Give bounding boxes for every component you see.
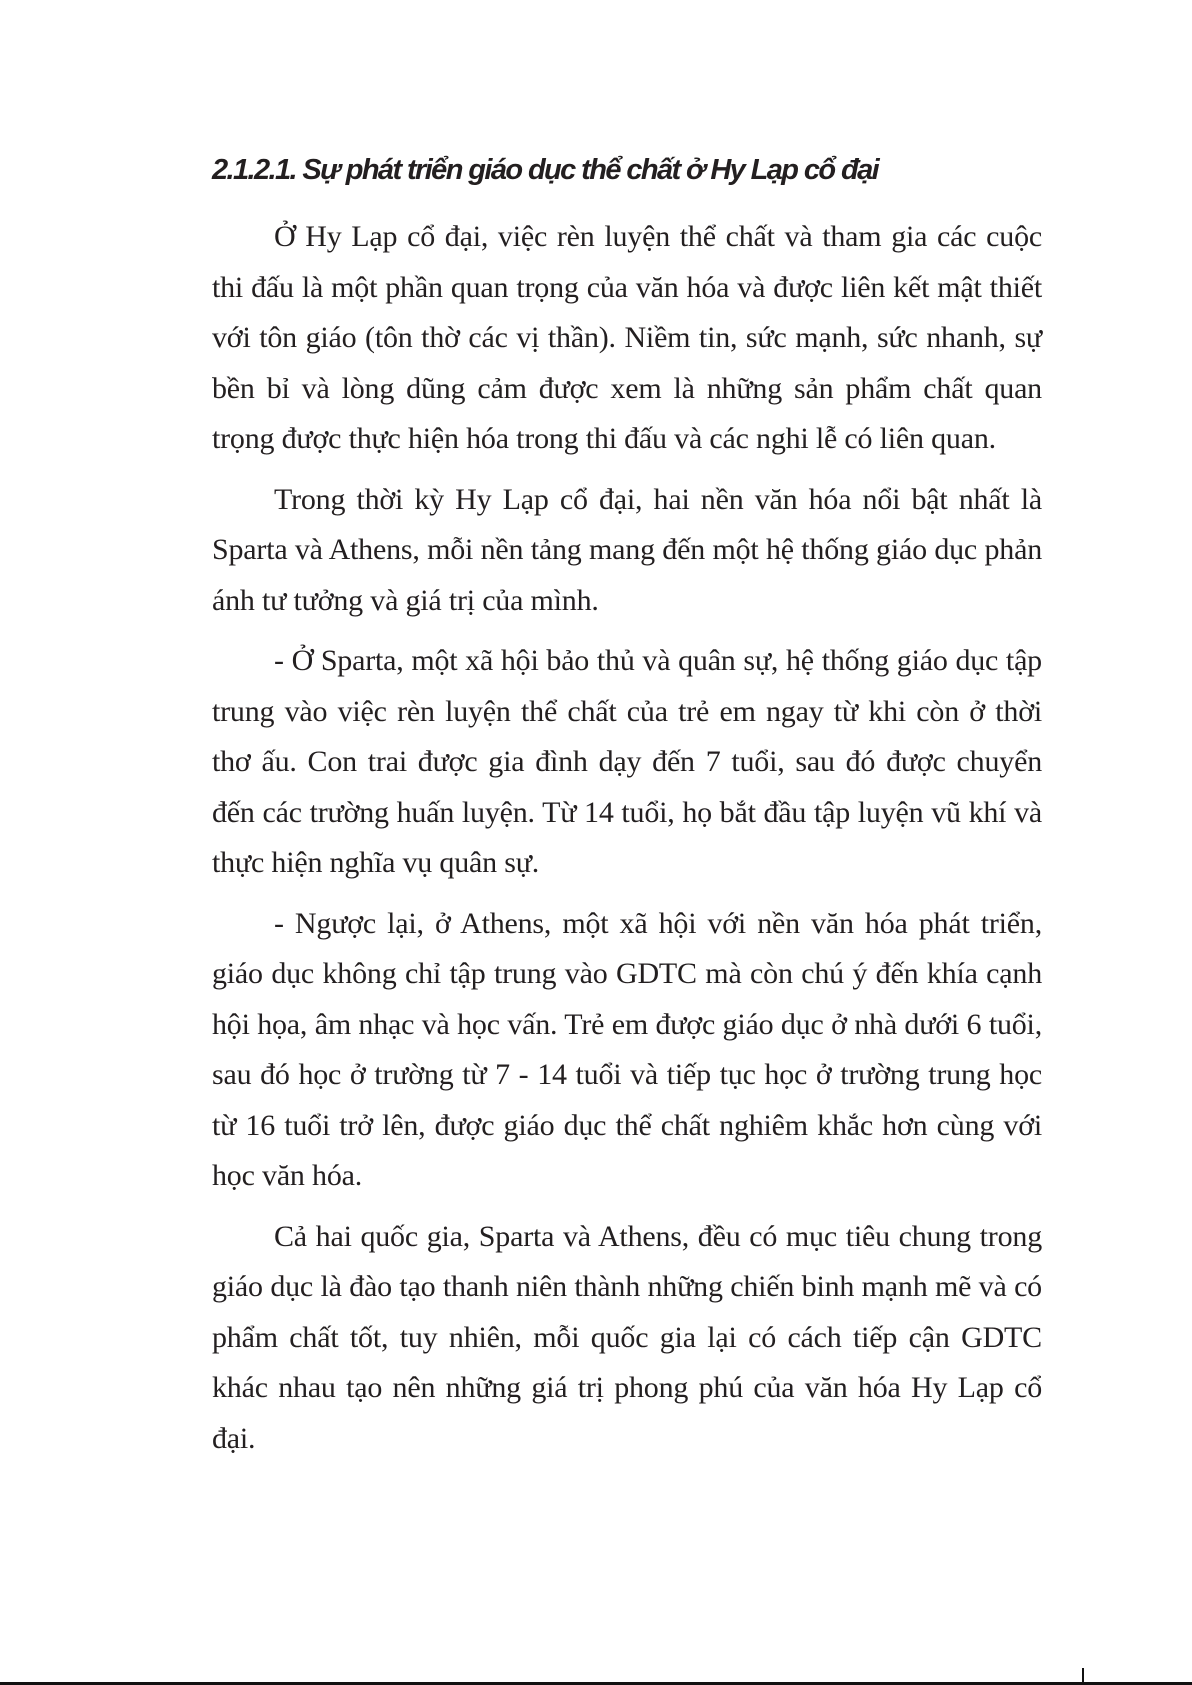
footer-tick-mark [1082,1668,1084,1685]
paragraph-intro: Ở Hy Lạp cổ đại, việc rèn luyện thể chất và tham gia các cuộc thi đấu là một phần quan trọng của văn hóa và được liên kết mật thiết với tôn giáo (tôn thờ các vị thần). Niềm tin, sức mạnh, sức nhanh, sự bền bỉ và lòng dũng cảm được xem là những sản phẩm chất quan trọng được thực hiện hóa trong thi đấu và các nghi lễ có liên quan. [212,220,1042,455]
paragraph-sparta: - Ở Sparta, một xã hội bảo thủ và quân sự, hệ thống giáo dục tập trung vào việc rèn luyện thể chất của trẻ em ngay từ khi còn ở thời thơ ấu. Con trai được gia đình dạy đến 7 tuổi, sau đó được chuyển đến các trường huấn luyện. Từ 14 tuổi, họ bắt đầu tập luyện vũ khí và thực hiện nghĩa vụ quân sự. [212,644,1042,879]
paragraph-conclusion: Cả hai quốc gia, Sparta và Athens, đều có mục tiêu chung trong giáo dục là đào tạo thanh niên thành những chiến binh mạnh mẽ và có phẩm chất tốt, tuy nhiên, mỗi quốc gia lại có cách tiếp cận GDTC khác nhau tạo nên những giá trị phong phú của văn hóa Hy Lạp cổ đại. [212,1219,1042,1455]
page-content [212,150,1042,1474]
paragraph-sparta-athens: Trong thời kỳ Hy Lạp cổ đại, hai nền văn hóa nổi bật nhất là Sparta và Athens, mỗi nền tảng mang đến một hệ thống giáo dục phản ánh tư tưởng và giá trị của mình. [212,482,1042,617]
paragraph-athens: - Ngược lại, ở Athens, một xã hội với nền văn hóa phát triển, giáo dục không chỉ tập trung vào GDTC mà còn chú ý đến khía cạnh hội họa, âm nhạc và học vấn. Trẻ em được giáo dục ở nhà dưới 6 tuổi, sau đó học ở trường từ 7 - 14 tuổi và tiếp tục học ở trường trung học từ 16 tuổi trở lên, được giáo dục thể chất nghiêm khắc hơn cùng với học văn hóa. [212,906,1042,1192]
section-heading: 2.1.2.1. Sự phát triển giáo dục thể chất ở Hy Lạp cổ đại [212,154,879,186]
